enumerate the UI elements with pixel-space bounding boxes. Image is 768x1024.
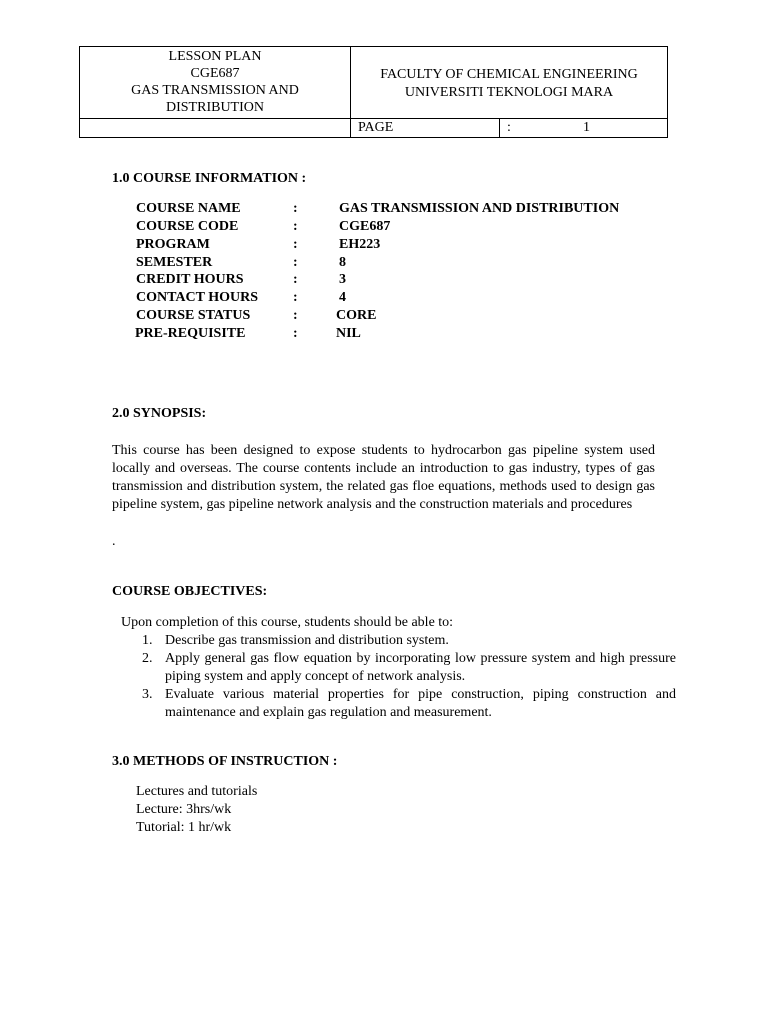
methods-heading: 3.0 METHODS OF INSTRUCTION :	[112, 754, 338, 769]
info-colon: :	[293, 290, 298, 305]
synopsis-trailing: .	[112, 534, 116, 549]
info-colon: :	[293, 326, 298, 341]
objectives-intro: Upon completion of this course, students should be able to:	[121, 615, 454, 630]
lesson-plan-line: LESSON PLAN	[168, 49, 262, 64]
info-key: CREDIT HOURS	[136, 272, 244, 287]
course-title-line: GAS TRANSMISSION AND	[131, 83, 299, 98]
course-code-line: CGE687	[190, 66, 240, 81]
objective-text: Evaluate various material properties for pipe construction, piping construction and maintenance and explain gas regulation and measurement.	[165, 687, 676, 720]
objective-text: Apply general gas flow equation by incorporating low pressure system and high pressure piping system and apply concept of network analysis.	[165, 651, 676, 684]
objective-number: 2.	[142, 651, 153, 666]
info-key: COURSE NAME	[136, 201, 241, 216]
info-key: PROGRAM	[136, 237, 210, 252]
synopsis-heading: 2.0 SYNOPSIS:	[112, 406, 207, 421]
info-key: PRE-REQUISITE	[135, 326, 246, 341]
info-value: 4	[339, 290, 346, 305]
lesson-plan-title	[79, 48, 351, 116]
methods-line: Lectures and tutorials	[136, 784, 258, 799]
info-value: CORE	[336, 308, 377, 323]
objective-number: 3.	[142, 687, 153, 702]
objective-text: Describe gas transmission and distribution system.	[165, 633, 449, 648]
info-key: COURSE STATUS	[136, 308, 251, 323]
info-colon: :	[293, 201, 298, 216]
faculty-line: FACULTY OF CHEMICAL ENGINEERING	[380, 67, 638, 82]
info-colon: :	[293, 255, 298, 270]
empty-cell	[79, 118, 351, 138]
info-value: CGE687	[339, 219, 391, 234]
methods-line: Lecture: 3hrs/wk	[136, 802, 232, 817]
info-value: GAS TRANSMISSION AND DISTRIBUTION	[339, 201, 620, 216]
course-info-heading: 1.0 COURSE INFORMATION :	[112, 171, 307, 186]
synopsis-text: This course has been designed to expose students to hydrocarbon gas pipeline system used locally and overseas. The course contents include an introduction to gas industry, types of gas transmission and distribution system, the related gas floe equations, methods used to design gas pipeline system, gas pipeline network analysis and the construction materials and procedures	[112, 443, 655, 512]
info-colon: :	[293, 272, 298, 287]
info-key: CONTACT HOURS	[136, 290, 259, 305]
page-number: 1	[583, 120, 590, 135]
methods-line: Tutorial: 1 hr/wk	[136, 820, 232, 835]
info-colon: :	[293, 237, 298, 252]
info-key: SEMESTER	[136, 255, 213, 270]
info-colon: :	[293, 308, 298, 323]
info-value: 8	[339, 255, 346, 270]
course-title-line: DISTRIBUTION	[166, 100, 264, 115]
objective-number: 1.	[142, 633, 153, 648]
info-colon: :	[293, 219, 298, 234]
faculty-title	[350, 66, 668, 102]
info-value: NIL	[336, 326, 361, 341]
page-label: PAGE	[358, 120, 394, 135]
header-table	[79, 46, 668, 138]
info-value: 3	[339, 272, 346, 287]
info-key: COURSE CODE	[136, 219, 239, 234]
page-colon: :	[507, 120, 511, 135]
objectives-heading: COURSE OBJECTIVES:	[112, 584, 268, 599]
university-line: UNIVERSITI TEKNOLOGI MARA	[404, 85, 614, 100]
info-value: EH223	[339, 237, 381, 252]
